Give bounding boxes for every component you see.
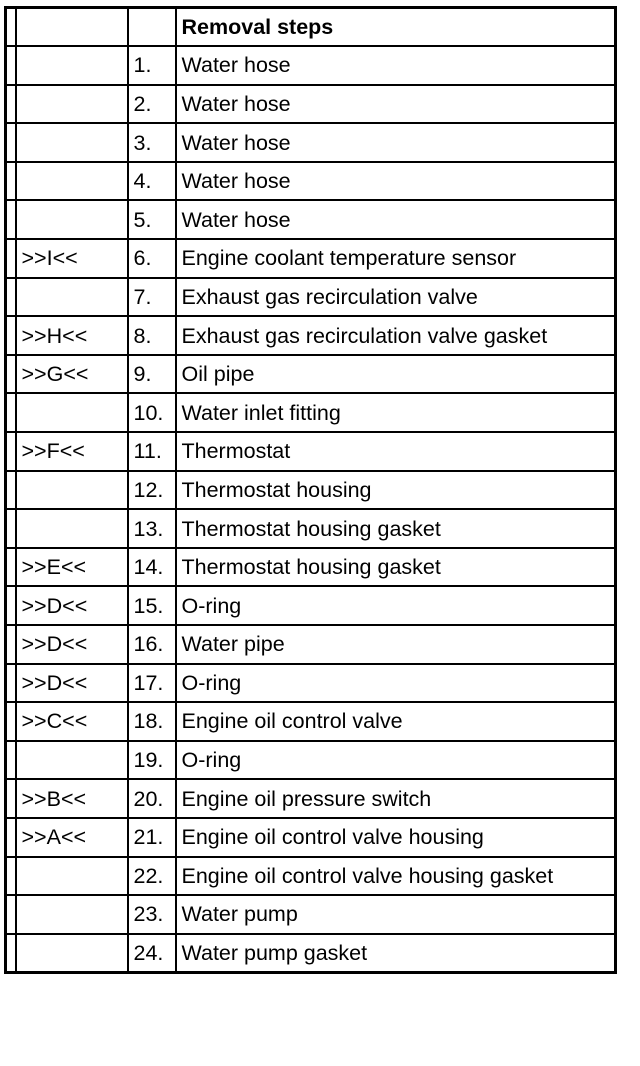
table-row: [6, 471, 616, 510]
table-row: [6, 818, 616, 857]
table-row: [6, 702, 616, 741]
step-number: 10.: [128, 393, 176, 432]
step-number: 12.: [128, 471, 176, 510]
step-name: Water hose: [176, 46, 616, 85]
step-name: Engine coolant temperature sensor: [176, 239, 616, 278]
step-number: 13.: [128, 509, 176, 548]
table-row: [6, 625, 616, 664]
spacer-cell: [6, 8, 16, 47]
spacer-cell: [6, 278, 16, 317]
step-name: Water pipe: [176, 625, 616, 664]
step-mark: [16, 46, 128, 85]
step-mark: [16, 895, 128, 934]
spacer-cell: [6, 779, 16, 818]
step-name: O-ring: [176, 586, 616, 625]
table-row: [6, 239, 616, 278]
step-number: 21.: [128, 818, 176, 857]
spacer-cell: [6, 162, 16, 201]
table-row: [6, 664, 616, 703]
step-name: Thermostat housing gasket: [176, 548, 616, 587]
step-name: Water hose: [176, 162, 616, 201]
step-mark: >>I<<: [16, 239, 128, 278]
step-name: Engine oil control valve: [176, 702, 616, 741]
mark-header-cell: [16, 8, 128, 47]
spacer-cell: [6, 509, 16, 548]
step-mark: >>B<<: [16, 779, 128, 818]
step-number: 16.: [128, 625, 176, 664]
spacer-cell: [6, 548, 16, 587]
step-mark: [16, 393, 128, 432]
step-number: 7.: [128, 278, 176, 317]
step-number: 24.: [128, 934, 176, 973]
step-mark: >>C<<: [16, 702, 128, 741]
step-name: Engine oil control valve housing gasket: [176, 857, 616, 896]
table-row: [6, 548, 616, 587]
step-number: 18.: [128, 702, 176, 741]
removal-steps-table: [4, 6, 617, 974]
spacer-cell: [6, 934, 16, 973]
step-number: 9.: [128, 355, 176, 394]
step-name: Exhaust gas recirculation valve: [176, 278, 616, 317]
step-number: 3.: [128, 123, 176, 162]
step-mark: >>D<<: [16, 664, 128, 703]
step-name: Thermostat: [176, 432, 616, 471]
table-row: [6, 316, 616, 355]
table-row: [6, 895, 616, 934]
spacer-cell: [6, 586, 16, 625]
step-mark: >>E<<: [16, 548, 128, 587]
step-name: Engine oil pressure switch: [176, 779, 616, 818]
table-row: [6, 46, 616, 85]
spacer-cell: [6, 393, 16, 432]
step-number: 4.: [128, 162, 176, 201]
table-row: [6, 586, 616, 625]
step-number: 20.: [128, 779, 176, 818]
step-mark: [16, 934, 128, 973]
step-name: O-ring: [176, 664, 616, 703]
table-row: [6, 779, 616, 818]
step-mark: >>D<<: [16, 625, 128, 664]
spacer-cell: [6, 46, 16, 85]
step-number: 11.: [128, 432, 176, 471]
step-number: 14.: [128, 548, 176, 587]
table-row: [6, 200, 616, 239]
spacer-cell: [6, 432, 16, 471]
step-mark: >>D<<: [16, 586, 128, 625]
step-number: 5.: [128, 200, 176, 239]
spacer-cell: [6, 85, 16, 124]
spacer-cell: [6, 664, 16, 703]
step-number: 15.: [128, 586, 176, 625]
step-name: Water hose: [176, 123, 616, 162]
step-mark: >>G<<: [16, 355, 128, 394]
step-name: Water pump: [176, 895, 616, 934]
step-mark: [16, 278, 128, 317]
step-mark: >>H<<: [16, 316, 128, 355]
step-mark: [16, 123, 128, 162]
step-mark: [16, 509, 128, 548]
step-number: 23.: [128, 895, 176, 934]
table-body: [6, 8, 616, 973]
step-name: Water inlet fitting: [176, 393, 616, 432]
spacer-cell: [6, 471, 16, 510]
spacer-cell: [6, 818, 16, 857]
spacer-cell: [6, 857, 16, 896]
step-number: 6.: [128, 239, 176, 278]
step-number: 1.: [128, 46, 176, 85]
spacer-cell: [6, 702, 16, 741]
step-mark: [16, 471, 128, 510]
step-name: Thermostat housing gasket: [176, 509, 616, 548]
step-mark: [16, 200, 128, 239]
number-header-cell: [128, 8, 176, 47]
table-row: [6, 123, 616, 162]
spacer-cell: [6, 895, 16, 934]
spacer-cell: [6, 741, 16, 780]
step-mark: >>A<<: [16, 818, 128, 857]
table-row: [6, 432, 616, 471]
spacer-cell: [6, 625, 16, 664]
step-mark: [16, 741, 128, 780]
step-mark: >>F<<: [16, 432, 128, 471]
spacer-cell: [6, 123, 16, 162]
step-name: O-ring: [176, 741, 616, 780]
table-row: [6, 934, 616, 973]
table-row: [6, 393, 616, 432]
step-mark: [16, 85, 128, 124]
spacer-cell: [6, 239, 16, 278]
header-row: [6, 8, 616, 47]
table-row: [6, 857, 616, 896]
step-number: 22.: [128, 857, 176, 896]
table-row: [6, 85, 616, 124]
step-name: Engine oil control valve housing: [176, 818, 616, 857]
table-row: [6, 741, 616, 780]
spacer-cell: [6, 316, 16, 355]
spacer-cell: [6, 200, 16, 239]
table-row: [6, 509, 616, 548]
step-number: 17.: [128, 664, 176, 703]
step-number: 2.: [128, 85, 176, 124]
table-row: [6, 162, 616, 201]
step-name: Water pump gasket: [176, 934, 616, 973]
step-name: Water hose: [176, 85, 616, 124]
table-row: [6, 355, 616, 394]
step-mark: [16, 162, 128, 201]
step-number: 8.: [128, 316, 176, 355]
steps-header: Removal steps: [176, 8, 616, 47]
table-row: [6, 278, 616, 317]
step-name: Water hose: [176, 200, 616, 239]
step-name: Thermostat housing: [176, 471, 616, 510]
step-name: Oil pipe: [176, 355, 616, 394]
spacer-cell: [6, 355, 16, 394]
step-mark: [16, 857, 128, 896]
step-name: Exhaust gas recirculation valve gasket: [176, 316, 616, 355]
step-number: 19.: [128, 741, 176, 780]
